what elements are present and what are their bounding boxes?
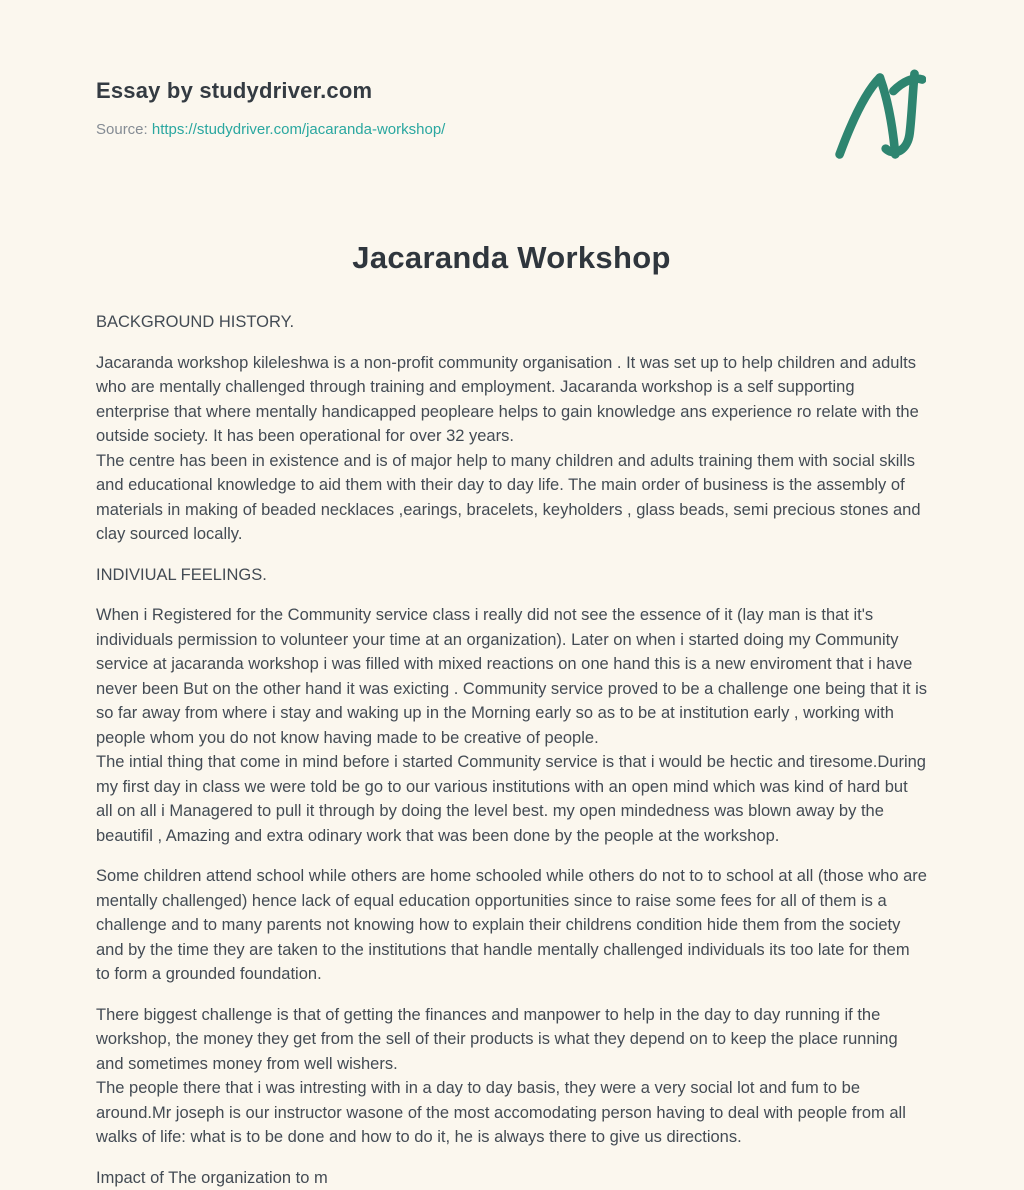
paragraph: Jacaranda workshop kileleshwa is a non-profit community organisation . It was set up to help children and adults who are mentally challenged through training and employment. Jacaranda workshop is a self supporting enterprise that where mentally handicapped peopleare helps to gain knowledge ans experience ro relate with the outside society. It has been operational for over 32 years. bbox=[96, 351, 927, 449]
source-link[interactable]: https://studydriver.com/jacaranda-workshop/ bbox=[152, 121, 445, 138]
paragraph: The intial thing that come in mind before i started Community service is that i would be hectic and tiresome.During my first day in class we were told be go to our various institutions with an open mind which was kind of hard but all on all i Managered to pull it through by doing the level best. my open mindedness was blown away by the beautifil , Amazing and extra odinary work that was been done by the people at the workshop. bbox=[96, 750, 927, 848]
source-line bbox=[96, 121, 927, 138]
section-heading-background-history: BACKGROUND HISTORY. bbox=[96, 310, 927, 335]
challenges-paragraphs bbox=[96, 1003, 927, 1150]
paragraph: There biggest challenge is that of getting the finances and manpower to help in the day to day running if the workshop, the money they get from the sell of their products is what they depend on to keep the place running and sometimes money from well wishers. bbox=[96, 1003, 927, 1077]
education-paragraph bbox=[96, 864, 927, 987]
section-heading-individual-feelings: INDIVIUAL FEELINGS. bbox=[96, 563, 927, 588]
individual-feelings-paragraphs bbox=[96, 603, 927, 848]
paragraph: The centre has been in existence and is of major help to many children and adults training them with social skills and educational knowledge to aid them with their day to day life. The main order of business is the assembly of materials in making of beaded necklaces ,earings, bracelets, keyholders , glass beads, semi precious stones and clay sourced locally. bbox=[96, 449, 927, 547]
paragraph: When i Registered for the Community service class i really did not see the essence of it (lay man is that it's individuals permission to volunteer your time at an organization). Later on when i started doing my Community service at jacaranda workshop i was filled with mixed reactions on one hand this is a new enviroment that i have never been But on the other hand it was exicting . Community service proved to be a challenge one being that it is so far away from where i stay and waking up in the Morning early so as to be at institution early , working with people whom you do not know having made to be creative of people. bbox=[96, 603, 927, 750]
background-history-paragraphs bbox=[96, 351, 927, 547]
paragraph: Impact of The organization to m bbox=[96, 1166, 927, 1190]
paragraph: Some children attend school while others are home schooled while others do not to to school at all (those who are mentally challenged) hence lack of equal education opportunities since to raise some fees for all of them is a challenge and to many parents not knowing how to explain their childrens condition hide them from the society and by the time they are taken to the institutions that handle mentally challenged individuals its too late for them to form a grounded foundation. bbox=[96, 864, 927, 987]
header-essay-by: Essay by studydriver.com bbox=[96, 78, 927, 104]
essay-title: Jacaranda Workshop bbox=[96, 238, 927, 278]
paragraph: The people there that i was intresting with in a day to day basis, they were a very social lot and fum to be around.Mr joseph is our instructor wasone of the most accomodating person having to deal with people from all walks of life: what is to be done and how to do it, he is always there to give us directions. bbox=[96, 1076, 927, 1150]
source-label: Source: bbox=[96, 121, 148, 138]
studydriver-logo-icon bbox=[830, 68, 926, 164]
impact-paragraph bbox=[96, 1166, 927, 1190]
